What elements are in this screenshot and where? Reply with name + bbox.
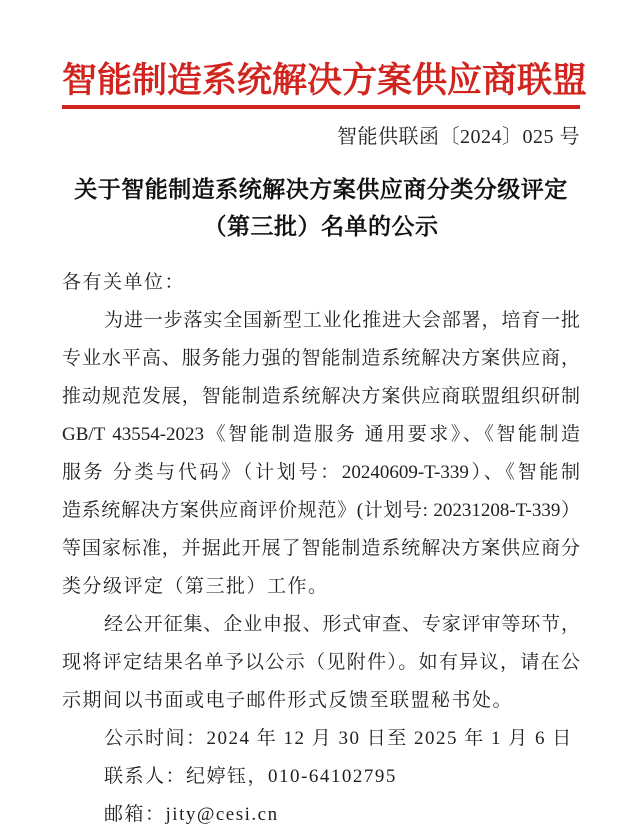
detail-value: 纪婷钰，010-64102795 (186, 766, 397, 787)
paragraph1-line: GB/T 43554-2023《智能制造服务 通用要求》、《智能制造 (62, 424, 580, 445)
detail-row-notice-period (62, 720, 580, 758)
detail-row-contact-person (62, 758, 580, 796)
detail-value: 2024 年 12 月 30 日至 2025 年 1 月 6 日 (206, 728, 573, 749)
notice-title-line1: 关于智能制造系统解决方案供应商分类分级评定 (74, 177, 568, 202)
paragraph1-line: 专业水平高、服务能力强的智能制造系统解决方案供应商， (62, 348, 580, 369)
paragraph2-line: 现将评定结果名单予以公示（见附件）。如有异议，请在公 (62, 652, 580, 673)
paragraph1-line: 类分级评定（第三批）工作。 (62, 576, 329, 597)
salutation: 各有关单位： (62, 272, 186, 293)
paragraph1-line: 推动规范发展，智能制造系统解决方案供应商联盟组织研制 (62, 386, 580, 407)
paragraph2-line: 经公开征集、企业申报、形式审查、专家评审等环节， (104, 614, 580, 635)
paragraph-2 (62, 606, 580, 720)
detail-label: 邮箱： (104, 804, 166, 825)
paragraph1-line: 造系统解决方案供应商评价规范》(计划号: 20231208-T-339） (62, 500, 580, 521)
detail-row-email (62, 796, 580, 834)
detail-label: 公示时间： (104, 728, 207, 749)
notice-body (62, 264, 580, 834)
paragraph2-line: 示期间以书面或电子邮件形式反馈至联盟秘书处。 (62, 690, 514, 711)
letterhead-org-name: 智能制造系统解决方案供应商联盟 (62, 61, 588, 100)
paragraph1-line: 为进一步落实全国新型工业化推进大会部署，培育一批 (104, 310, 580, 331)
paragraph-1 (62, 302, 580, 606)
notice-title (62, 171, 580, 245)
letterhead-red-rule (62, 105, 580, 109)
detail-label: 联系人： (104, 766, 187, 787)
document-content (62, 58, 588, 834)
paragraph1-line: 等国家标准，并据此开展了智能制造系统解决方案供应商分 (62, 538, 580, 559)
detail-value: jity@cesi.cn (165, 804, 279, 825)
notice-title-line2: （第三批）名单的公示 (203, 214, 439, 239)
document-number: 智能供联函〔2024〕025 号 (337, 126, 580, 148)
contact-details (62, 720, 580, 834)
paragraph1-line: 服务 分类与代码》（计划号：20240609-T-339）、《智能制 (62, 462, 580, 483)
